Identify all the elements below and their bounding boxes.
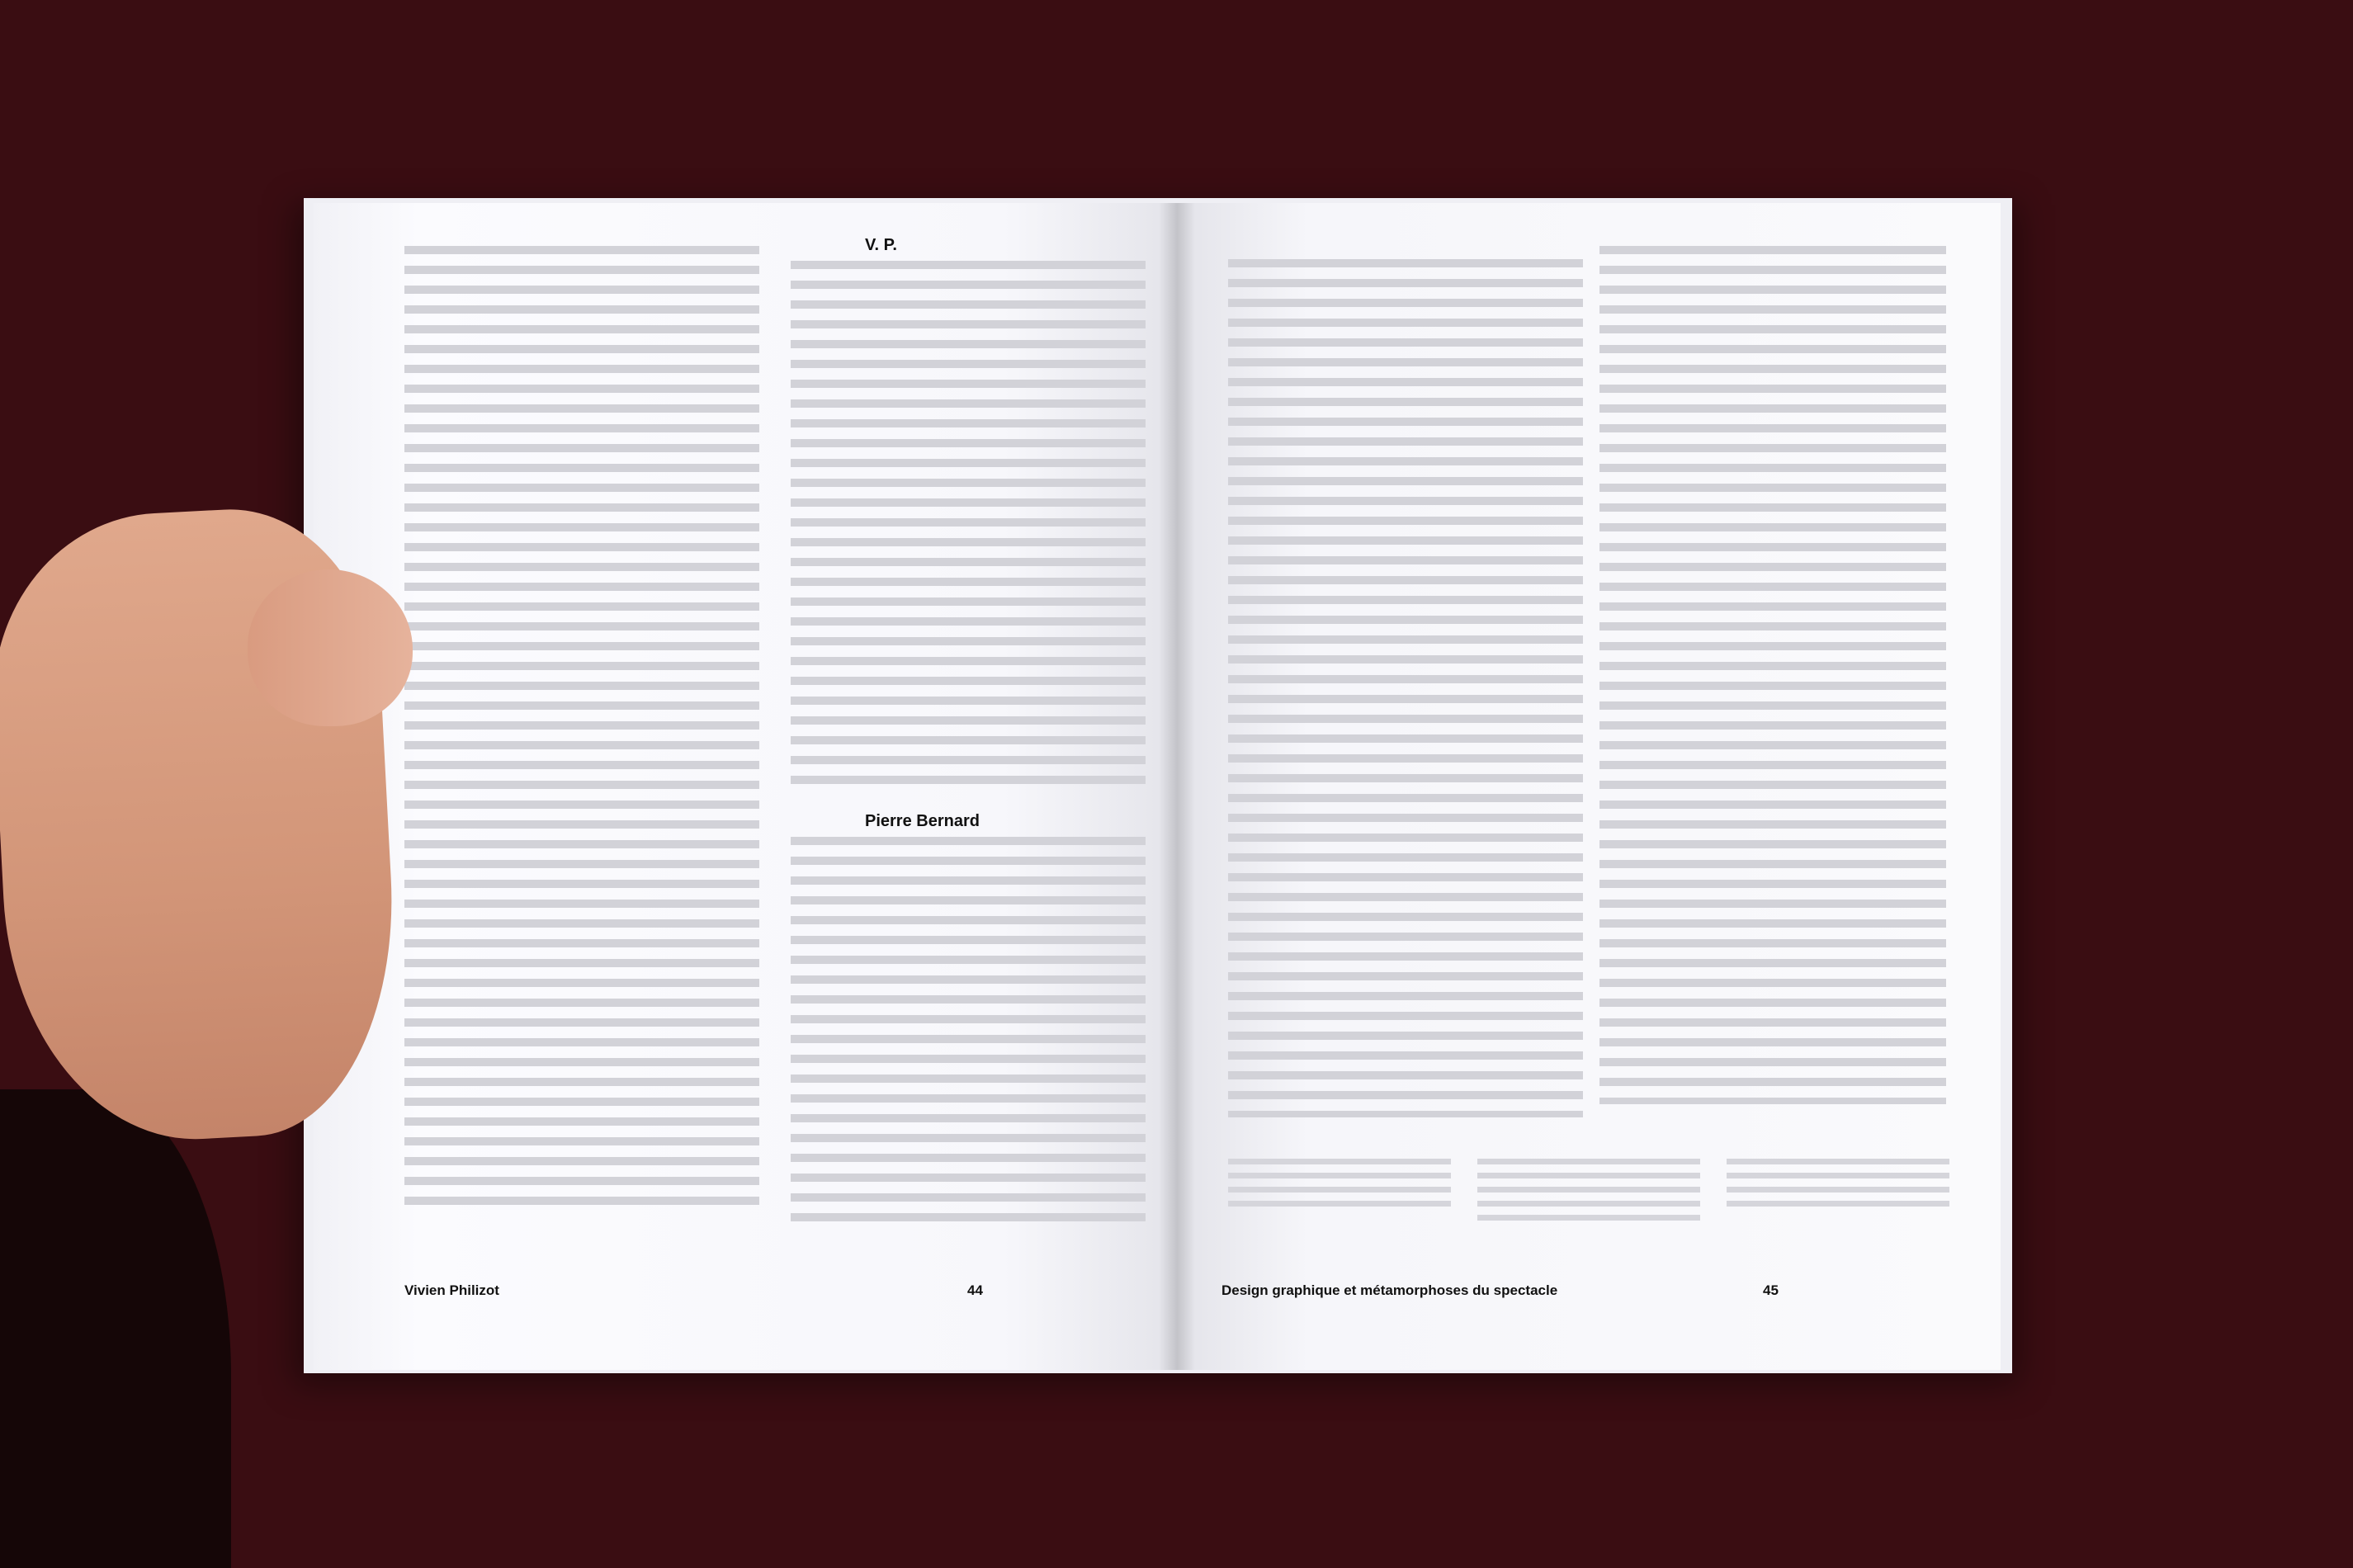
body-text-placeholder bbox=[791, 261, 1146, 789]
right-column bbox=[791, 236, 1146, 1218]
book-spine bbox=[1159, 203, 1195, 1370]
right-column bbox=[1599, 246, 1946, 1104]
sleeve bbox=[0, 1089, 231, 1568]
body-text-placeholder bbox=[791, 837, 1146, 1225]
body-text-placeholder bbox=[404, 246, 759, 1213]
right-page bbox=[1177, 203, 2001, 1370]
footnote-placeholder bbox=[1727, 1159, 1949, 1208]
section-heading: Pierre Bernard bbox=[865, 812, 980, 830]
left-column bbox=[1228, 259, 1583, 1117]
left-column bbox=[404, 246, 759, 1213]
footnote-placeholder bbox=[1477, 1159, 1700, 1221]
footnote-placeholder bbox=[1228, 1159, 1451, 1208]
left-page bbox=[314, 203, 1177, 1370]
section-heading: V. P. bbox=[865, 236, 897, 254]
folio-author: Vivien Philizot bbox=[404, 1282, 499, 1298]
page-number: 45 bbox=[1763, 1282, 1779, 1298]
thumb bbox=[248, 569, 413, 726]
body-text-placeholder bbox=[1599, 246, 1946, 1104]
page-number: 44 bbox=[967, 1282, 983, 1298]
body-text-placeholder bbox=[1228, 259, 1583, 1117]
folio-title: Design graphique et métamorphoses du spectacle bbox=[1221, 1282, 1558, 1298]
